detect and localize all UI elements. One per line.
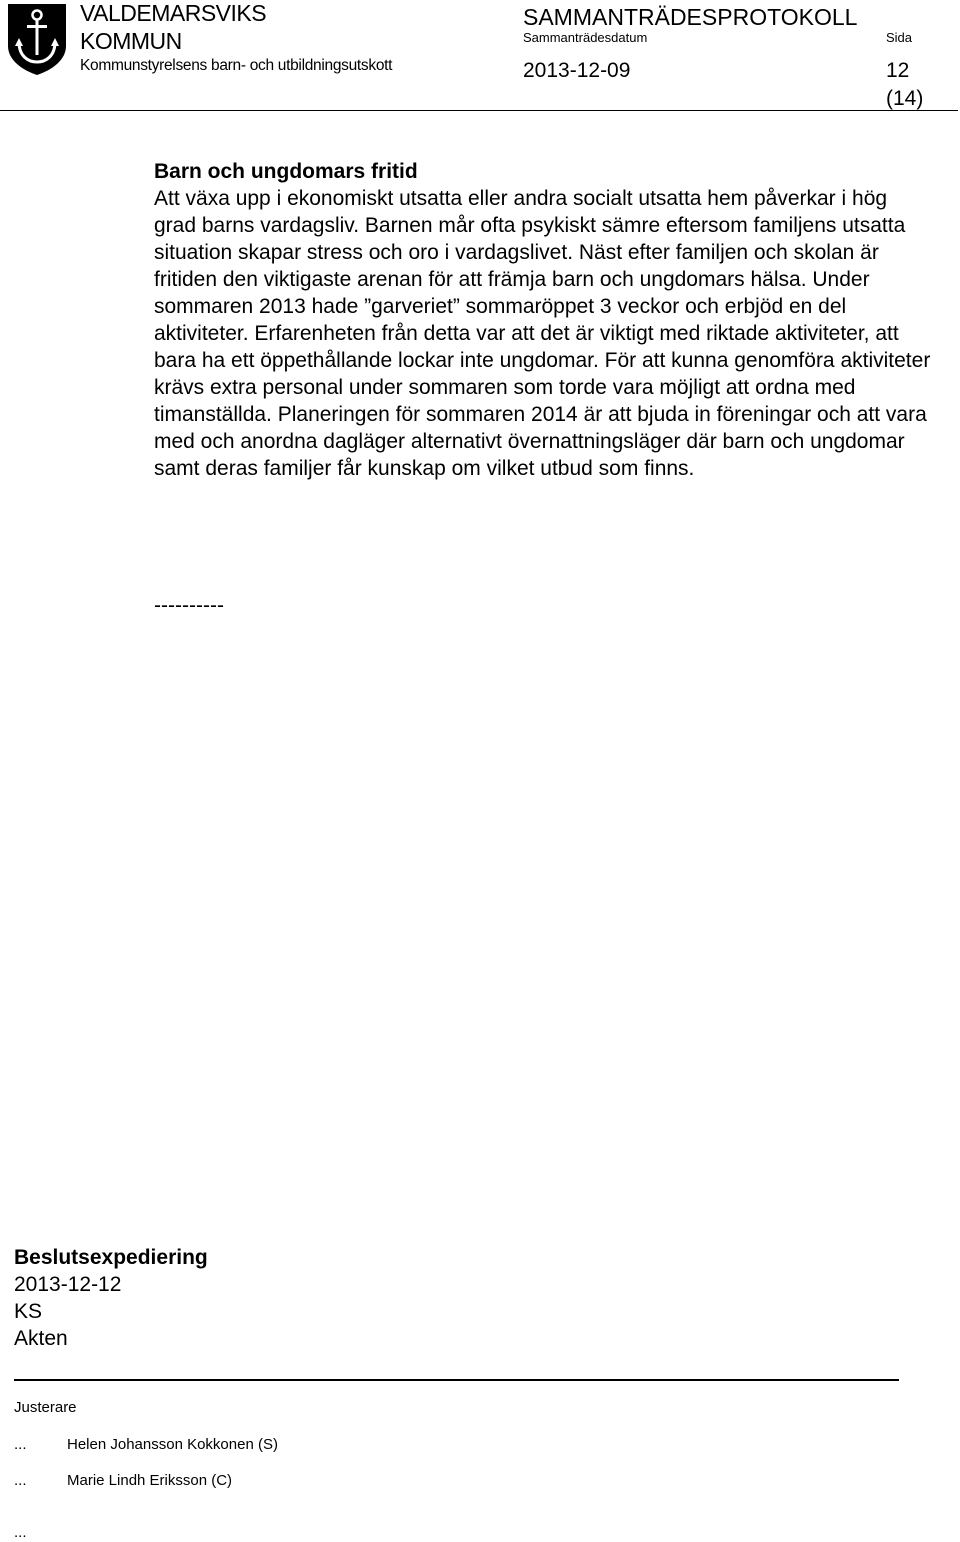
justerare-label: Justerare — [14, 1399, 77, 1416]
signatory-name: Helen Johansson Kokkonen (S) — [67, 1436, 278, 1453]
page-header — [0, 0, 960, 112]
signature-dots: ... — [14, 1524, 27, 1541]
page-label: Sida — [886, 30, 913, 45]
page-total: (14) — [886, 87, 924, 110]
agenda-section — [154, 158, 934, 482]
org-unit: Kommunstyrelsens barn- och utbildningsutskott — [80, 57, 393, 74]
meeting-date-label: Sammanträdesdatum — [523, 30, 648, 45]
signatory-name: Marie Lindh Eriksson (C) — [67, 1472, 233, 1489]
footer-divider — [14, 1379, 899, 1381]
signature-line — [14, 1524, 67, 1542]
document-type: SAMMANTRÄDESPROTOKOLL — [523, 4, 858, 30]
section-body: Att växa upp i ekonomiskt utsatta eller andra socialt utsatta hem påverkar i hög grad barns vardagsliv. Barnen mår ofta psykiskt sämre eftersom familjens utsatta situation skapar stress och oro i vardagslivet. Näst efter familjen och skolan är fritiden den viktigaste arenan för att främja barn och ungdomars hälsa. Under sommaren 2013 hade ”garveriet” sommaröppet 3 veckor och erbjöd en del aktiviteter. Erfarenheten från detta var att det är viktigt med riktade aktiviteter, att bara ha ett öppethållande lockar inte ungdomar. För att kunna genomföra aktiviteter krävs extra personal under sommaren som torde vara möjligt att ordna med timanställda. Planeringen för sommaren 2014 är att bjuda in föreningar och att vara med och anordna dagläger alternativt övernattningsläger där barn och ungdomar samt deras familjer får kunskap om vilket utbud som finns. — [154, 187, 931, 480]
dispatch-heading: Beslutsexpediering — [14, 1246, 208, 1269]
section-heading: Barn och ungdomars fritid — [154, 160, 418, 183]
org-name-line-1: VALDEMARSVIKS — [80, 0, 267, 26]
org-name-line-2: KOMMUN — [80, 28, 182, 54]
signature-line — [14, 1436, 278, 1454]
signature-dots: ... — [14, 1436, 27, 1453]
dispatch-date: 2013-12-12 — [14, 1273, 122, 1296]
anchor-emblem-icon — [6, 2, 68, 76]
dispatch-recipient: KS — [14, 1300, 43, 1323]
header-divider — [0, 110, 958, 111]
decision-dispatch — [14, 1244, 208, 1352]
signature-dots: ... — [14, 1472, 27, 1489]
signature-line — [14, 1472, 232, 1490]
meeting-date: 2013-12-09 — [523, 59, 631, 82]
page-number: 12 — [886, 59, 910, 82]
dispatch-recipient: Akten — [14, 1327, 68, 1350]
section-separator: ---------- — [154, 594, 224, 617]
